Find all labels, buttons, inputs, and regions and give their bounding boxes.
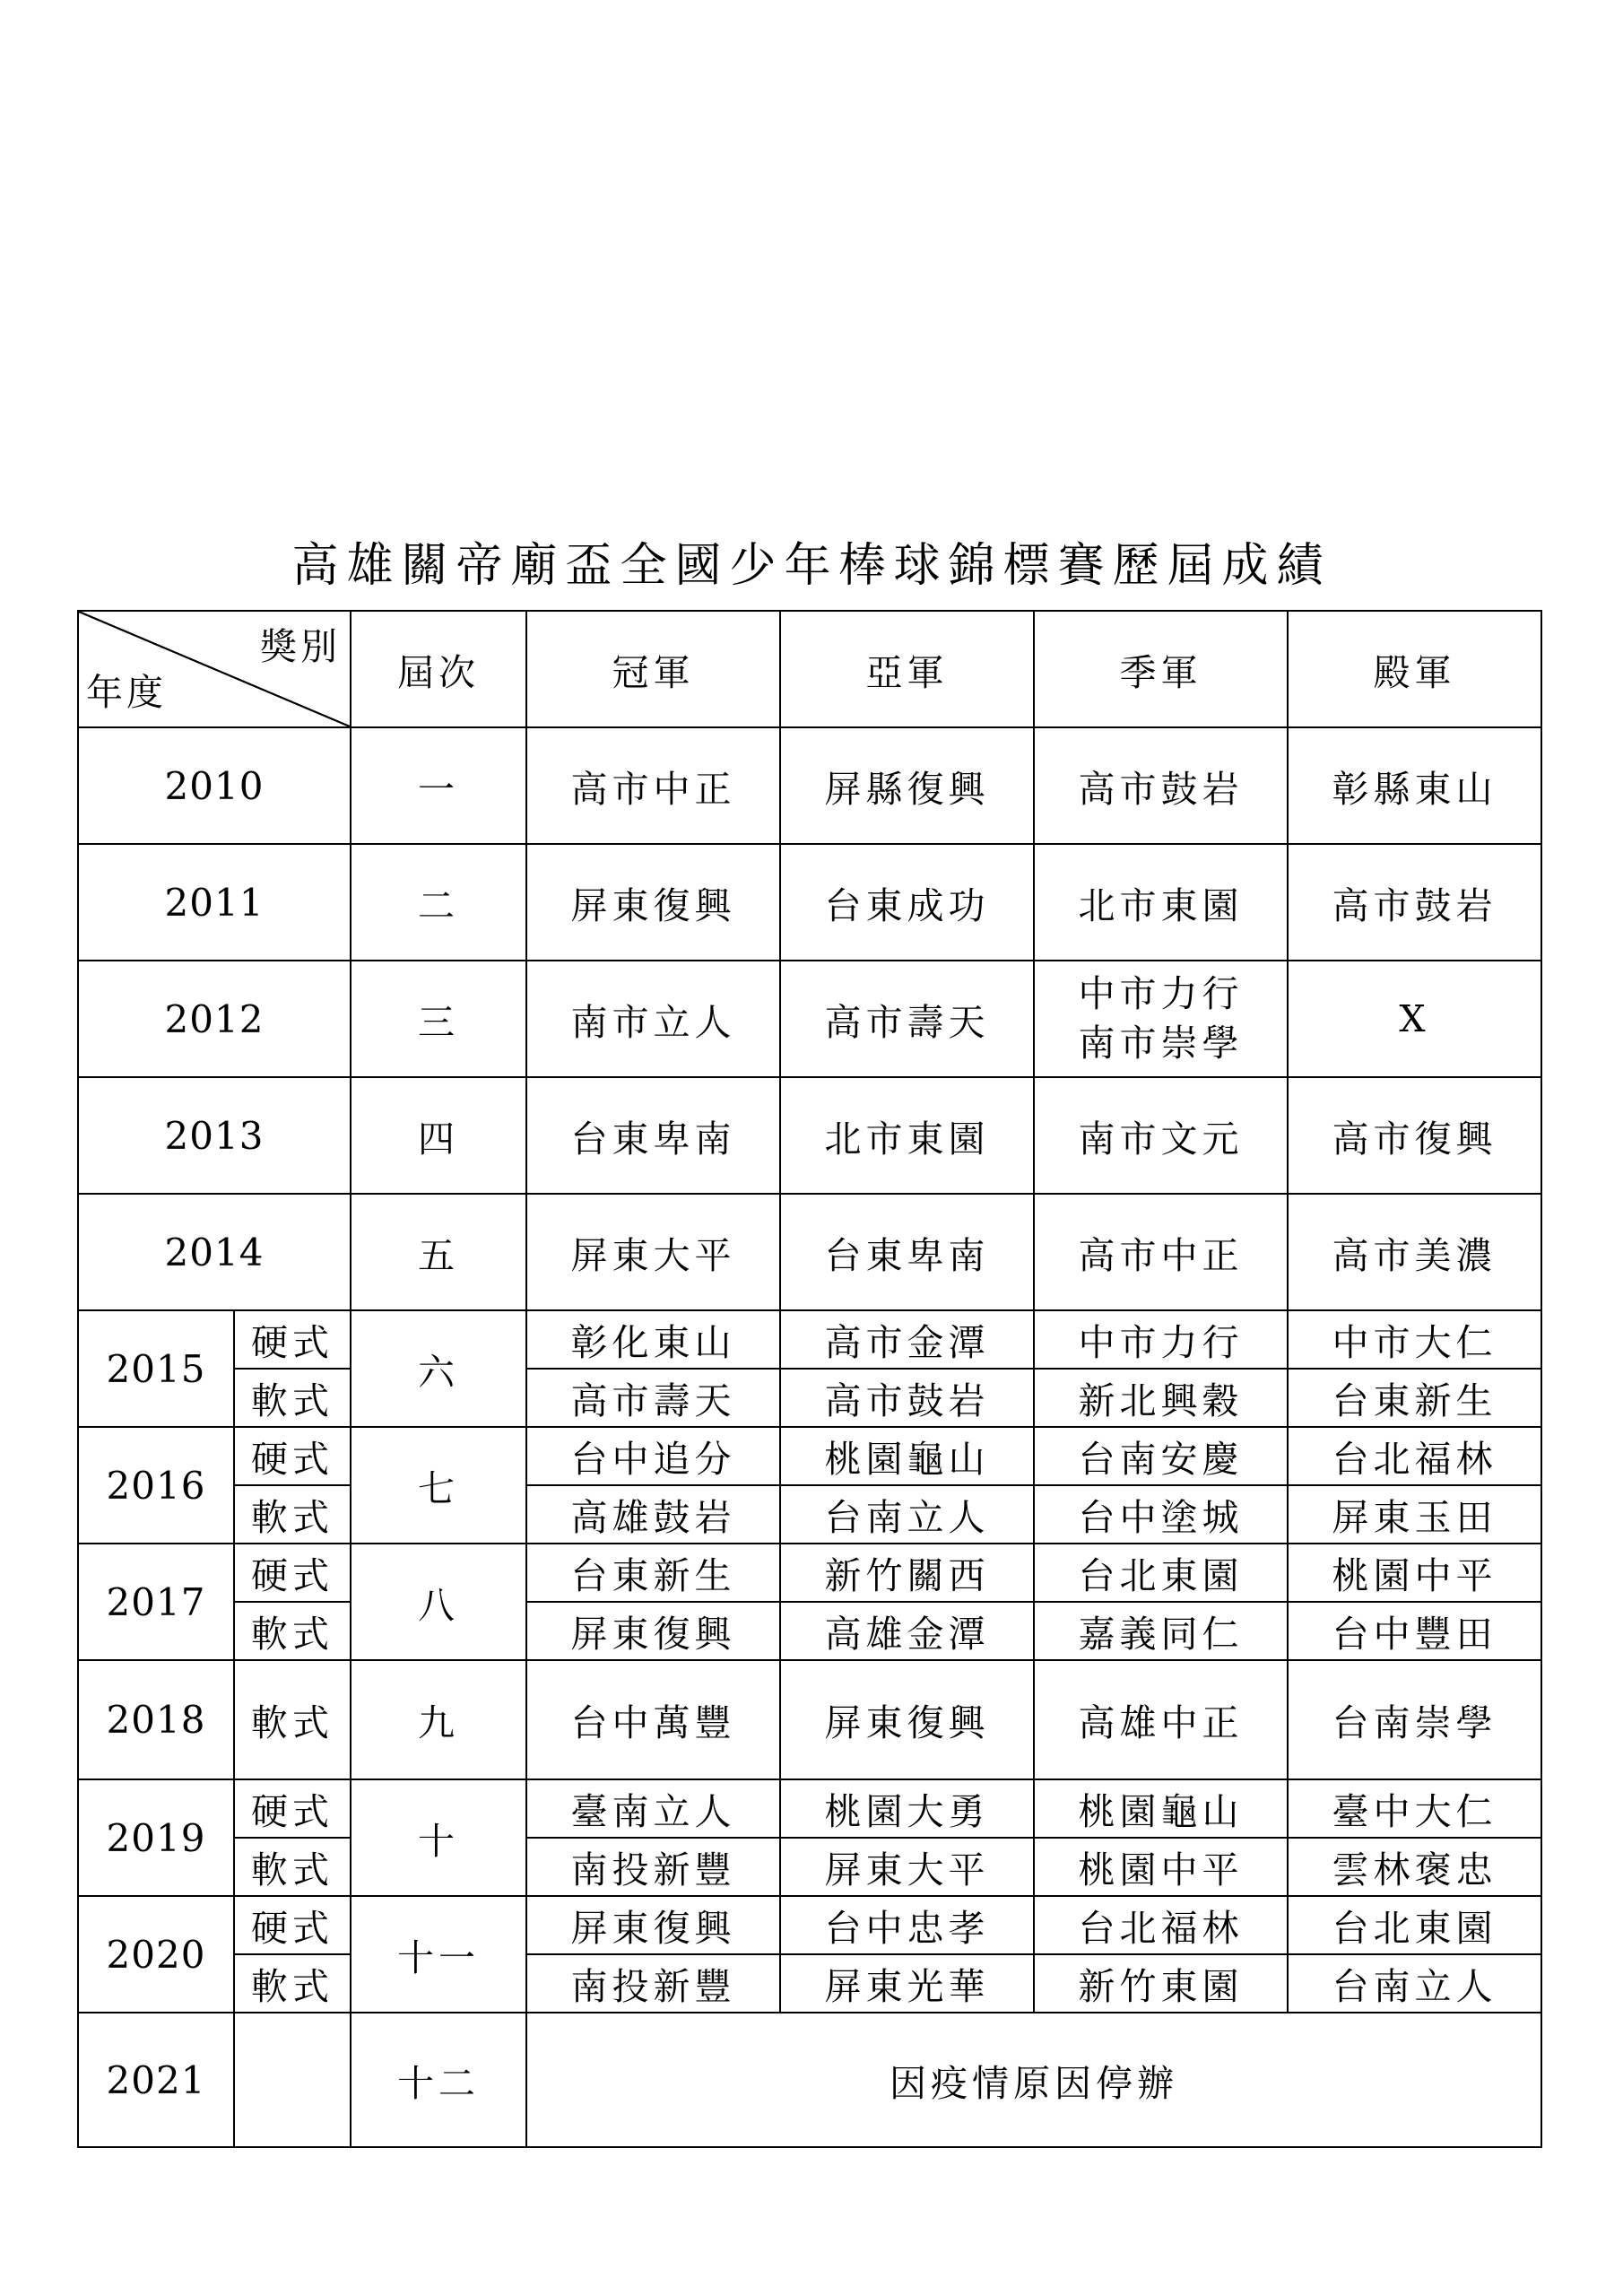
year-cell: 2017 — [78, 1544, 234, 1660]
table-row — [78, 1954, 1541, 2013]
table-row — [78, 1660, 1541, 1779]
table-row — [78, 961, 1541, 1077]
champion-cell: 高市中正 — [526, 727, 780, 844]
champion-cell: 屏東復興 — [526, 1896, 780, 1954]
third-cell: 台中塗城 — [1034, 1485, 1288, 1544]
runner-up-cell: 高市鼓岩 — [780, 1369, 1034, 1427]
year-cell: 2016 — [78, 1427, 234, 1544]
type-cell — [234, 2013, 351, 2147]
year-cell: 2015 — [78, 1310, 234, 1427]
table-row — [78, 1077, 1541, 1194]
edition-cell: 十一 — [351, 1896, 526, 2013]
fourth-cell: 桃園中平 — [1288, 1544, 1541, 1602]
runner-up-cell: 新竹關西 — [780, 1544, 1034, 1602]
edition-header: 屆次 — [351, 611, 526, 727]
type-cell: 軟式 — [234, 1838, 351, 1896]
table-row — [78, 844, 1541, 961]
edition-cell: 三 — [351, 961, 526, 1077]
table-row — [78, 1779, 1541, 1838]
year-cell: 2021 — [78, 2013, 234, 2147]
table-row — [78, 1310, 1541, 1369]
champion-cell: 南市立人 — [526, 961, 780, 1077]
third-cell: 新北興穀 — [1034, 1369, 1288, 1427]
edition-cell: 一 — [351, 727, 526, 844]
champion-cell: 屏東復興 — [526, 1602, 780, 1660]
fourth-cell: 屏東玉田 — [1288, 1485, 1541, 1544]
type-cell: 軟式 — [234, 1660, 351, 1779]
type-cell: 硬式 — [234, 1544, 351, 1602]
year-cell: 2018 — [78, 1660, 234, 1779]
edition-cell: 五 — [351, 1194, 526, 1310]
fourth-cell: 臺中大仁 — [1288, 1779, 1541, 1838]
edition-cell: 四 — [351, 1077, 526, 1194]
fourth-cell: 台南立人 — [1288, 1954, 1541, 2013]
type-cell: 軟式 — [234, 1602, 351, 1660]
champion-cell: 台中追分 — [526, 1427, 780, 1485]
champion-cell: 彰化東山 — [526, 1310, 780, 1369]
edition-cell: 十二 — [351, 2013, 526, 2147]
champion-cell: 高市壽天 — [526, 1369, 780, 1427]
third-cell: 新竹東園 — [1034, 1954, 1288, 2013]
third-cell: 高市鼓岩 — [1034, 727, 1288, 844]
table-row — [78, 2013, 1541, 2147]
fourth-header: 殿軍 — [1288, 611, 1541, 727]
edition-cell: 七 — [351, 1427, 526, 1544]
year-cell: 2013 — [78, 1077, 351, 1194]
third-header: 季軍 — [1034, 611, 1288, 727]
type-cell: 硬式 — [234, 1896, 351, 1954]
edition-cell: 十 — [351, 1779, 526, 1896]
third-cell: 北市東園 — [1034, 844, 1288, 961]
runner-up-cell: 屏東大平 — [780, 1838, 1034, 1896]
table-row — [78, 1427, 1541, 1485]
fourth-cell: 高市美濃 — [1288, 1194, 1541, 1310]
fourth-cell: 台南崇學 — [1288, 1660, 1541, 1779]
runner-up-header: 亞軍 — [780, 611, 1034, 727]
champion-cell: 台東卑南 — [526, 1077, 780, 1194]
runner-up-cell: 台東成功 — [780, 844, 1034, 961]
fourth-cell: 台中豐田 — [1288, 1602, 1541, 1660]
runner-up-cell: 北市東園 — [780, 1077, 1034, 1194]
third-cell: 高市中正 — [1034, 1194, 1288, 1310]
diagonal-header-cell — [78, 611, 351, 727]
third-cell: 高雄中正 — [1034, 1660, 1288, 1779]
edition-cell: 九 — [351, 1660, 526, 1779]
runner-up-cell: 屏東光華 — [780, 1954, 1034, 2013]
runner-up-cell: 高市壽天 — [780, 961, 1034, 1077]
edition-cell: 六 — [351, 1310, 526, 1427]
third-cell: 台北福林 — [1034, 1896, 1288, 1954]
fourth-cell: 高市鼓岩 — [1288, 844, 1541, 961]
table-row — [78, 1544, 1541, 1602]
runner-up-cell: 台中忠孝 — [780, 1896, 1034, 1954]
champion-cell: 臺南立人 — [526, 1779, 780, 1838]
champion-cell: 南投新豐 — [526, 1954, 780, 2013]
runner-up-cell: 桃園大勇 — [780, 1779, 1034, 1838]
champion-cell: 台中萬豐 — [526, 1660, 780, 1779]
year-cell: 2010 — [78, 727, 351, 844]
table-row — [78, 1194, 1541, 1310]
table-row — [78, 1838, 1541, 1896]
type-cell: 軟式 — [234, 1485, 351, 1544]
type-cell: 軟式 — [234, 1369, 351, 1427]
table-row — [78, 1369, 1541, 1427]
runner-up-cell: 高市金潭 — [780, 1310, 1034, 1369]
third-team-1: 中市力行 — [1078, 972, 1244, 1015]
champion-cell: 高雄鼓岩 — [526, 1485, 780, 1544]
third-cell: 南市文元 — [1034, 1077, 1288, 1194]
year-cell: 2020 — [78, 1896, 234, 2013]
edition-cell: 二 — [351, 844, 526, 961]
third-team-2: 南市崇學 — [1078, 1022, 1244, 1065]
third-cell: 台北東園 — [1034, 1544, 1288, 1602]
year-cell: 2012 — [78, 961, 351, 1077]
year-cell: 2014 — [78, 1194, 351, 1310]
runner-up-cell: 台南立人 — [780, 1485, 1034, 1544]
type-cell: 硬式 — [234, 1310, 351, 1369]
third-cell: 中市力行 — [1034, 1310, 1288, 1369]
fourth-cell: 彰縣東山 — [1288, 727, 1541, 844]
type-cell: 硬式 — [234, 1779, 351, 1838]
page-title: 高雄關帝廟盃全國少年棒球錦標賽歷屆成績 — [291, 539, 1332, 593]
fourth-cell: 台北東園 — [1288, 1896, 1541, 1954]
table-row — [78, 1602, 1541, 1660]
type-cell: 硬式 — [234, 1427, 351, 1485]
results-table — [77, 610, 1542, 2148]
champion-cell: 台東新生 — [526, 1544, 780, 1602]
fourth-cell: 雲林褒忠 — [1288, 1838, 1541, 1896]
year-cell: 2019 — [78, 1779, 234, 1896]
third-cell — [1034, 961, 1288, 1077]
fourth-cell: 台北福林 — [1288, 1427, 1541, 1485]
fourth-cell: X — [1288, 961, 1541, 1077]
third-cell: 桃園龜山 — [1034, 1779, 1288, 1838]
header-row — [78, 611, 1541, 727]
runner-up-cell: 屏東復興 — [780, 1660, 1034, 1779]
fourth-cell: 高市復興 — [1288, 1077, 1541, 1194]
year-cell: 2011 — [78, 844, 351, 961]
runner-up-cell: 屏縣復興 — [780, 727, 1034, 844]
champion-cell: 屏東大平 — [526, 1194, 780, 1310]
year-label: 年度 — [86, 671, 167, 714]
champion-cell: 屏東復興 — [526, 844, 780, 961]
table-row — [78, 1485, 1541, 1544]
edition-cell: 八 — [351, 1544, 526, 1660]
runner-up-cell: 桃園龜山 — [780, 1427, 1034, 1485]
runner-up-cell: 高雄金潭 — [780, 1602, 1034, 1660]
champion-header: 冠軍 — [526, 611, 780, 727]
type-cell: 軟式 — [234, 1954, 351, 2013]
cancelled-note: 因疫情原因停辦 — [526, 2013, 1541, 2147]
third-cell: 桃園中平 — [1034, 1838, 1288, 1896]
fourth-cell: 台東新生 — [1288, 1369, 1541, 1427]
table-row — [78, 1896, 1541, 1954]
runner-up-cell: 台東卑南 — [780, 1194, 1034, 1310]
fourth-cell: 中市大仁 — [1288, 1310, 1541, 1369]
third-cell: 嘉義同仁 — [1034, 1602, 1288, 1660]
table-row — [78, 727, 1541, 844]
award-label: 獎別 — [260, 625, 341, 668]
champion-cell: 南投新豐 — [526, 1838, 780, 1896]
third-cell: 台南安慶 — [1034, 1427, 1288, 1485]
